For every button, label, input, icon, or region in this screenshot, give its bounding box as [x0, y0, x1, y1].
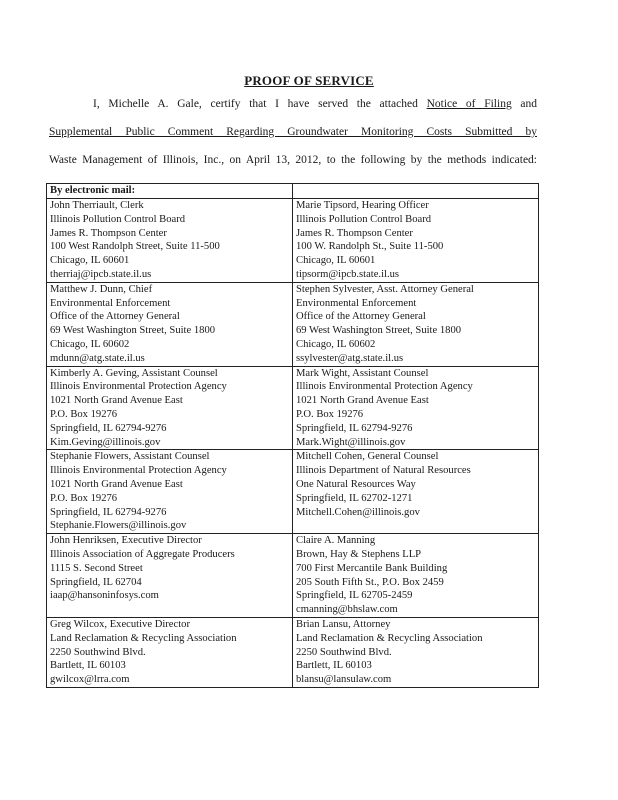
- service-recipient-left: [47, 617, 293, 687]
- service-recipient-row: [47, 450, 539, 534]
- recipient-address-line: Chicago, IL 60601: [296, 255, 376, 267]
- intro-line-2: Supplemental Public Comment Regarding Groundwater Monitoring Costs Submitted by: [49, 126, 537, 138]
- recipient-address-line: Greg Wilcox, Executive Director: [50, 618, 190, 630]
- recipient-address-line: cmanning@bhslaw.com: [296, 604, 398, 616]
- recipient-address-line: Bartlett, IL 60103: [50, 660, 126, 672]
- intro-line-1: [93, 98, 537, 110]
- recipient-address-line: Stephanie Flowers, Assistant Counsel: [50, 451, 210, 463]
- service-recipient-right: [293, 199, 539, 283]
- recipient-address-line: Land Reclamation & Recycling Association: [296, 632, 483, 644]
- service-recipient-row: [47, 617, 539, 687]
- recipient-address-line: One Natural Resources Way: [296, 478, 416, 490]
- recipient-address-line: Stephanie.Flowers@illinois.gov: [50, 520, 187, 532]
- recipient-address-line: Environmental Enforcement: [50, 297, 171, 309]
- recipient-address-line: ssylvester@atg.state.il.us: [296, 352, 404, 364]
- recipient-address-line: Claire A. Manning: [296, 535, 376, 547]
- service-method-header: By electronic mail:: [47, 184, 293, 199]
- service-recipient-left: [47, 534, 293, 618]
- recipient-address-line: Illinois Pollution Control Board: [50, 213, 186, 225]
- recipient-address-line: 2250 Southwind Blvd.: [296, 646, 392, 658]
- recipient-address-line: mdunn@atg.state.il.us: [50, 352, 145, 364]
- recipient-address-line: therriaj@ipcb.state.il.us: [50, 268, 152, 280]
- recipient-address-line: Chicago, IL 60602: [296, 338, 376, 350]
- recipient-address-line: Springfield, IL 62794-9276: [50, 506, 167, 518]
- recipient-address-line: blansu@lansulaw.com: [296, 674, 392, 686]
- recipient-address-line: P.O. Box 19276: [296, 408, 364, 420]
- recipient-address-line: Mitchell Cohen, General Counsel: [296, 451, 439, 463]
- recipient-address-line: Environmental Enforcement: [296, 297, 417, 309]
- service-recipient-row: [47, 534, 539, 618]
- recipient-address-line: Marie Tipsord, Hearing Officer: [296, 200, 429, 211]
- recipient-address-line: 100 West Randolph Street, Suite 11-500: [50, 241, 220, 253]
- recipient-address-line: Illinois Association of Aggregate Producers: [50, 548, 235, 560]
- recipient-address-line: Chicago, IL 60601: [50, 255, 130, 267]
- recipient-address-line: Stephen Sylvester, Asst. Attorney General: [296, 283, 474, 295]
- recipient-address-line: 1021 North Grand Avenue East: [296, 395, 429, 407]
- service-recipient-left: [47, 450, 293, 534]
- service-recipient-row: [47, 366, 539, 450]
- recipient-address-line: Kim.Geving@illinois.gov: [50, 436, 161, 448]
- service-recipient-right: [293, 366, 539, 450]
- recipient-address-line: 1115 S. Second Street: [50, 562, 143, 574]
- recipient-address-line: Springfield, IL 62794-9276: [296, 422, 413, 434]
- service-recipient-right: [293, 282, 539, 366]
- service-recipient-row: [47, 282, 539, 366]
- recipient-address-line: iaap@hansoninfosys.com: [50, 590, 159, 602]
- document-title: PROOF OF SERVICE: [244, 73, 374, 88]
- recipient-address-line: Mitchell.Cohen@illinois.gov: [296, 506, 420, 518]
- recipient-address-line: Illinois Environmental Protection Agency: [50, 465, 227, 477]
- recipient-address-line: Chicago, IL 60602: [50, 338, 130, 350]
- service-recipient-row: [47, 199, 539, 283]
- recipient-address-line: 69 West Washington Street, Suite 1800: [50, 325, 216, 337]
- recipient-address-line: tipsorm@ipcb.state.il.us: [296, 268, 400, 280]
- recipient-address-line: 700 First Mercantile Bank Building: [296, 562, 448, 574]
- recipient-address-line: John Therriault, Clerk: [50, 200, 144, 211]
- service-recipient-right: [293, 450, 539, 534]
- recipient-address-line: 2250 Southwind Blvd.: [50, 646, 146, 658]
- recipient-address-line: Springfield, IL 62704: [50, 576, 142, 588]
- recipient-address-line: Matthew J. Dunn, Chief: [50, 283, 153, 295]
- recipient-address-line: Office of the Attorney General: [50, 311, 180, 323]
- recipient-address-line: gwilcox@lrra.com: [50, 674, 130, 686]
- service-recipient-left: [47, 282, 293, 366]
- recipient-address-line: John Henriksen, Executive Director: [50, 535, 202, 547]
- recipient-address-line: P.O. Box 19276: [50, 492, 118, 504]
- recipient-address-line: Brian Lansu, Attorney: [296, 618, 391, 630]
- intro-and: and: [511, 98, 538, 110]
- intro-prefix: I, Michelle A. Gale, certify that I have served the attached: [93, 98, 427, 110]
- recipient-address-line: Illinois Pollution Control Board: [296, 213, 432, 225]
- service-method-header-row: [47, 184, 539, 199]
- recipient-address-line: 205 South Fifth St., P.O. Box 2459: [296, 576, 444, 588]
- service-recipient-right: [293, 534, 539, 618]
- service-recipient-right: [293, 617, 539, 687]
- recipient-address-line: Office of the Attorney General: [296, 311, 426, 323]
- recipient-address-line: Springfield, IL 62705-2459: [296, 590, 413, 602]
- recipient-address-line: P.O. Box 19276: [50, 408, 118, 420]
- intro-doc-notice: Notice of Filing: [426, 98, 512, 110]
- recipient-address-line: 1021 North Grand Avenue East: [50, 478, 183, 490]
- recipient-address-line: Illinois Environmental Protection Agency: [50, 381, 227, 393]
- recipient-address-line: Brown, Hay & Stephens LLP: [296, 548, 422, 560]
- service-recipient-left: [47, 199, 293, 283]
- recipient-address-line: Bartlett, IL 60103: [296, 660, 372, 672]
- recipient-address-line: Illinois Environmental Protection Agency: [296, 381, 473, 393]
- recipient-address-line: Land Reclamation & Recycling Association: [50, 632, 237, 644]
- recipient-address-line: Mark.Wight@illinois.gov: [296, 436, 406, 448]
- service-method-header-blank: [293, 184, 539, 199]
- recipient-address-line: James R. Thompson Center: [50, 227, 167, 239]
- recipient-address-line: Springfield, IL 62794-9276: [50, 422, 167, 434]
- recipient-address-line: Illinois Department of Natural Resources: [296, 465, 471, 477]
- recipient-address-line: 69 West Washington Street, Suite 1800: [296, 325, 462, 337]
- recipient-address-line: 100 W. Randolph St., Suite 11-500: [296, 241, 444, 253]
- recipient-address-line: Mark Wight, Assistant Counsel: [296, 367, 429, 379]
- recipient-address-line: Springfield, IL 62702-1271: [296, 492, 413, 504]
- recipient-address-line: James R. Thompson Center: [296, 227, 413, 239]
- intro-line-3: Waste Management of Illinois, Inc., on April 13, 2012, to the following by the methods indicated:: [49, 154, 537, 166]
- recipient-address-line: Kimberly A. Geving, Assistant Counsel: [50, 367, 218, 379]
- service-list-table: [46, 183, 539, 688]
- recipient-address-line: 1021 North Grand Avenue East: [50, 395, 183, 407]
- service-recipient-left: [47, 366, 293, 450]
